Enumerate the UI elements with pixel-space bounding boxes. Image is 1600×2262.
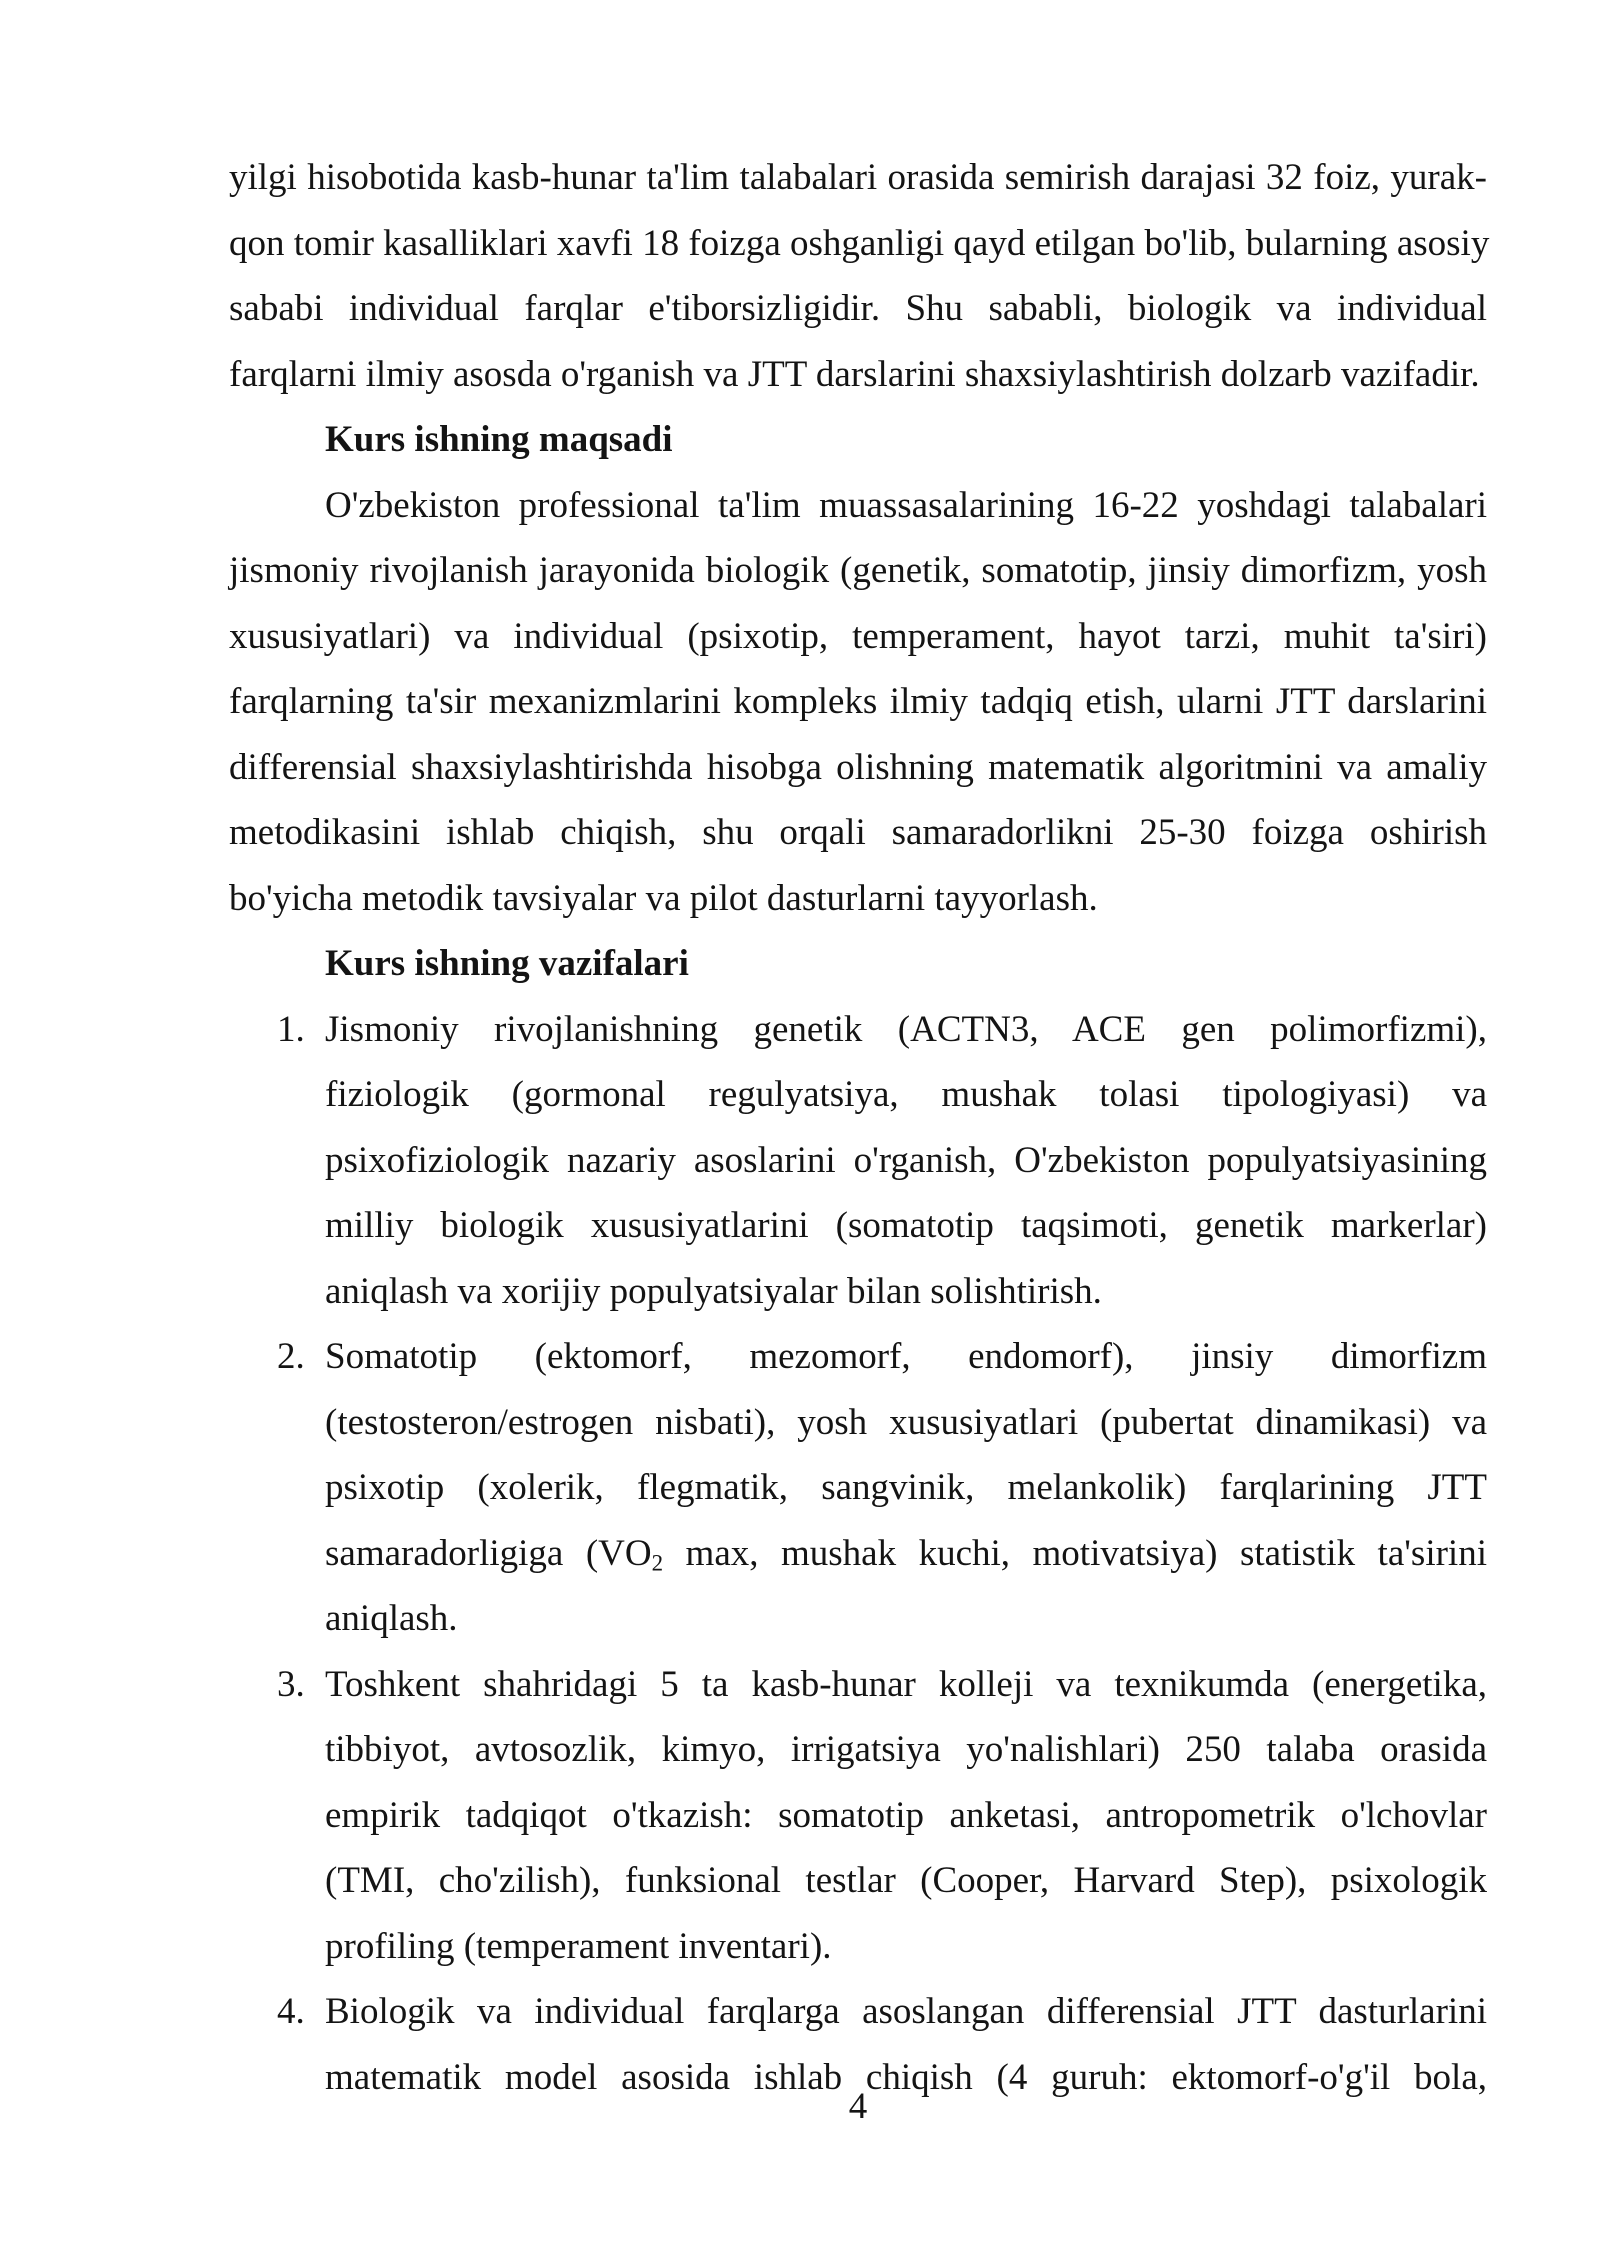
text-line: tibbiyot, avtosozlik, kimyo, irrigatsiya yo'nalishlari) 250 talaba orasida xyxy=(325,1729,1487,1770)
text-line: (testosteron/estrogen nisbati), yosh xususiyatlari (pubertat dinamikasi) va xyxy=(325,1401,1487,1443)
text-line: farqlarning ta'sir mexanizmlarini kompleks ilmiy tadqiq etish, ularni JTT darslarini xyxy=(229,681,1487,722)
page-number: 4 xyxy=(848,2086,868,2127)
text-line: bo'yicha metodik tavsiyalar va pilot dasturlarni tayyorlash. xyxy=(229,877,1098,919)
vo2-text-before: samaradorligiga (VO xyxy=(325,1532,652,1574)
text-line: yilgi hisobotida kasb-hunar ta'lim talabalari orasida semirish darajasi 32 foiz, yurak- xyxy=(229,157,1487,198)
text-line: (TMI, cho'zilish), funksional testlar (Cooper, Harvard Step), psixologik xyxy=(325,1860,1487,1901)
text-line: milliy biologik xususiyatlarini (somatotip taqsimoti, genetik markerlar) xyxy=(325,1205,1487,1246)
list-number: 1. xyxy=(277,1008,305,1050)
intro-paragraph xyxy=(229,145,1490,407)
text-line: qon tomir kasalliklari xavfi 18 foizga oshganligi qayd etilgan bo'lib, bularning asosiy xyxy=(229,222,1490,264)
text-line: matematik model asosida ishlab chiqish (4 guruh: ektomorf-o'g'il bola, xyxy=(325,2056,1487,2098)
text-line: Toshkent shahridagi 5 ta kasb-hunar kolleji va texnikumda (energetika, xyxy=(325,1663,1487,1705)
list-number: 4. xyxy=(277,1991,305,2032)
list-item xyxy=(229,1652,1487,1980)
list-item xyxy=(229,997,1487,1325)
text-line: Biologik va individual farqlarga asoslangan differensial JTT dasturlarini xyxy=(325,1991,1487,2032)
text-line: Jismoniy rivojlanishning genetik (ACTN3, ACE gen polimorfizmi), xyxy=(325,1008,1487,1050)
text-line: jismoniy rivojlanish jarayonida biologik (genetik, somatotip, jinsiy dimorfizm, yosh xyxy=(229,550,1487,591)
text-line: profiling (temperament inventari). xyxy=(325,1925,832,1967)
text-line: aniqlash va xorijiy populyatsiyalar bilan solishtirish. xyxy=(325,1270,1102,1312)
list-number: 3. xyxy=(277,1663,305,1705)
text-line: xususiyatlari) va individual (psixotip, temperament, hayot tarzi, muhit ta'siri) xyxy=(229,615,1487,657)
text-line: aniqlash. xyxy=(325,1598,458,1639)
text-line: sababi individual farqlar e'tiborsizligidir. Shu sababli, biologik va individual xyxy=(229,288,1487,329)
vo2-text-after: max, mushak kuchi, motivatsiya) statistik ta'sirini xyxy=(663,1532,1487,1574)
page-body xyxy=(229,145,1490,2110)
text-line: differensial shaxsiylashtirishda hisobga olishning matematik algoritmini va amaliy xyxy=(229,746,1487,788)
text-line: O'zbekiston professional ta'lim muassasalarining 16-22 yoshdagi talabalari xyxy=(325,484,1487,526)
tasks-heading: Kurs ishning vazifalari xyxy=(325,943,689,984)
text-line: farqlarni ilmiy asosda o'rganish va JTT darslarini shaxsiylashtirish dolzarb vazifadir. xyxy=(229,353,1480,395)
vo2-subscript: 2 xyxy=(651,1550,664,1576)
text-line: metodikasini ishlab chiqish, shu orqali samaradorlikni 25-30 foizga oshirish xyxy=(229,812,1487,853)
list-number: 2. xyxy=(277,1336,305,1377)
text-line: psixofiziologik nazariy asoslarini o'rganish, O'zbekiston populyatsiyasining xyxy=(325,1139,1487,1181)
tasks-list xyxy=(229,997,1487,2111)
text-line: fiziologik (gormonal regulyatsiya, mushak tolasi tipologiyasi) va xyxy=(325,1074,1487,1115)
text-line xyxy=(229,1521,1487,1587)
goal-paragraph xyxy=(229,473,1487,932)
text-line: empirik tadqiqot o'tkazish: somatotip anketasi, antropometrik o'lchovlar xyxy=(325,1794,1487,1836)
text-line: Somatotip (ektomorf, mezomorf, endomorf), jinsiy dimorfizm xyxy=(325,1336,1487,1377)
text-line: psixotip (xolerik, flegmatik, sangvinik, melankolik) farqlarining JTT xyxy=(325,1467,1487,1508)
list-item xyxy=(229,1324,1487,1652)
goal-heading: Kurs ishning maqsadi xyxy=(325,419,673,460)
